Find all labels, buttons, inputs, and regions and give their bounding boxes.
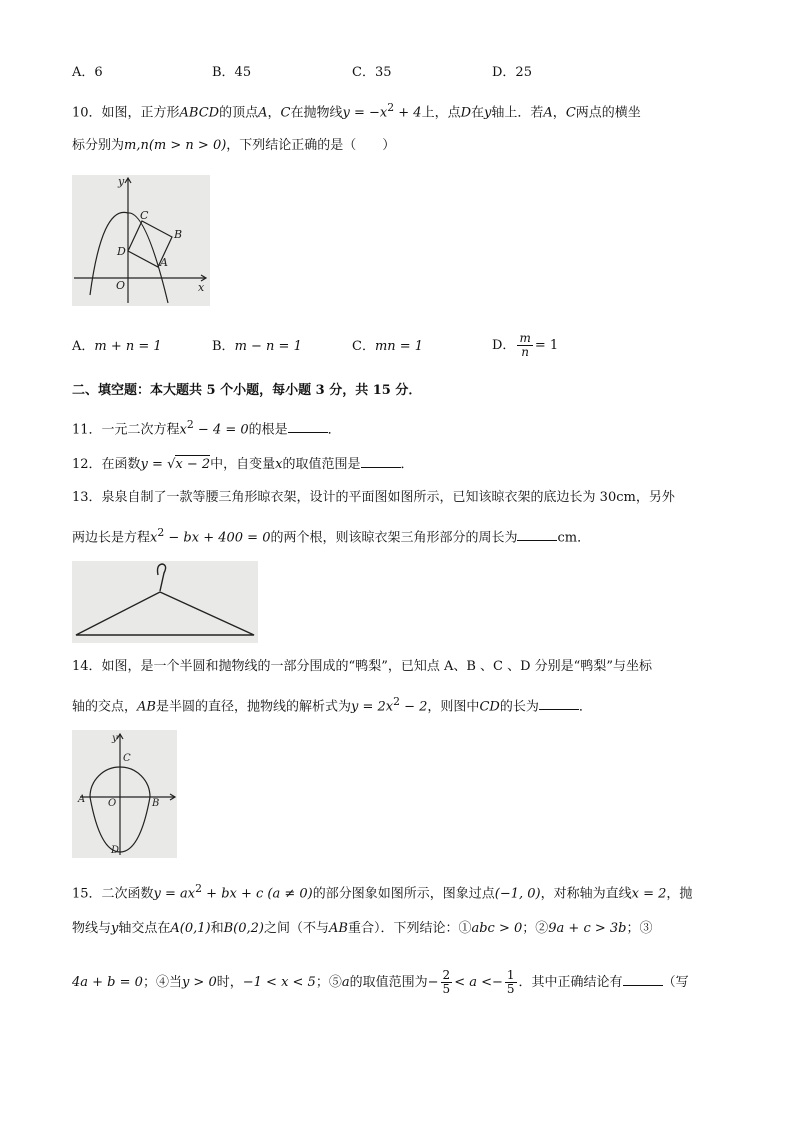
q10-option-c: C．mn = 1	[352, 339, 424, 354]
q15-line-2: 物线与y轴交点在A(0,1)和B(0,2)之间（不与AB重合）．下列结论：①abc > 0；②9a + c > 3b；③	[72, 921, 653, 936]
fig10-label-x: x	[198, 281, 205, 294]
q13-answer-blank[interactable]	[517, 528, 557, 541]
q13-line-1: 13．泉泉自制了一款等腰三角形晾衣架，设计的平面图如图所示，已知该晾衣架的底边长为 30cm，另外	[72, 490, 675, 505]
q14-pear-svg	[72, 730, 177, 858]
q10-option-b: B．m − n = 1	[212, 339, 302, 354]
fig14-label-y: y	[112, 733, 118, 744]
fig10-label-o: O	[116, 279, 126, 292]
q13-figure	[72, 561, 258, 643]
fig10-label-c: C	[140, 209, 149, 222]
fig10-label-a: A	[160, 256, 168, 269]
q12-answer-blank[interactable]	[361, 455, 401, 468]
hanger-hook	[158, 564, 166, 591]
q10-line-2: 标分别为m,n(m > n > 0)，下列结论正确的是（ ）	[72, 138, 396, 153]
fig10-label-d: D	[117, 245, 126, 258]
q15-line-3: 4a + b = 0；④当y > 0时，−1 < x < 5；⑤a的取值范围为− $\frac{2}{5}$ < a <− $\frac{1}{5}$ ．其中正确结论有 （写	[72, 968, 689, 996]
q9-option-c: C．35	[352, 65, 392, 80]
q12-line: 12．在函数y = √x − 2中，自变量x的取值范围是 ．	[72, 457, 414, 472]
q14-line-2: 轴的交点，AB是半圆的直径，抛物线的解析式为$y = 2x^2 - 2$，则图中CD的长为 ．	[72, 695, 592, 715]
q9-option-d: D．25	[492, 65, 532, 80]
q15-fraction-upper: $\frac{1}{5}$	[506, 968, 515, 996]
q9-option-b: B．45	[212, 65, 252, 80]
q10-figure-svg	[72, 175, 210, 306]
q10-option-a: A．m + n = 1	[72, 339, 162, 354]
fig14-label-o: O	[108, 798, 117, 809]
section-2-heading: 二、填空题：本大题共 5 个小题，每小题 3 分，共 15 分．	[72, 383, 422, 398]
q11-answer-blank[interactable]	[288, 420, 328, 433]
hanger-triangle	[76, 592, 254, 635]
q15-fraction-lower: $\frac{2}{5}$	[442, 968, 451, 996]
fig14-label-a: A	[78, 794, 86, 805]
q15-line-1: 15．二次函数$y = ax^2$ + bx + c (a ≠ 0)的部分图象如图所示，图象过点(−1, 0)，对称轴为直线x = 2，抛	[72, 882, 693, 902]
q14-answer-blank[interactable]	[539, 697, 579, 710]
q10-option-d: D． $\frac{m}{n}$ = 1	[492, 331, 559, 359]
q15-answer-blank[interactable]	[623, 973, 663, 986]
fig14-label-d: D	[111, 845, 120, 856]
q14-figure	[72, 730, 177, 858]
q10-figure	[72, 175, 210, 306]
q10-option-d-fraction: $\frac{m}{n}$	[519, 331, 531, 359]
fig10-label-y: y	[118, 175, 125, 188]
q14-line-1: 14．如图，是一个半圆和抛物线的一部分围成的“鸭梨”，已知点 A、B 、C 、D 分别是“鸭梨”与坐标	[72, 659, 652, 674]
q13-hanger-svg	[72, 561, 258, 643]
q9-option-a: A．6	[72, 65, 103, 80]
fig14-label-b: B	[152, 798, 160, 809]
fig14-label-c: C	[123, 753, 131, 764]
parabola-curve	[90, 212, 168, 303]
q13-line-2: 两边长是方程$x^2$ − bx + 400 = 0的两个根，则该晾衣架三角形部分的周长为 cm．	[72, 526, 591, 546]
fig10-label-b: B	[174, 228, 183, 241]
q11-line: 11．一元二次方程$x^2 - 4 = 0$的根是 ．	[72, 418, 341, 438]
q10-line-1: 10．如图，正方形ABCD的顶点A，C在抛物线$y = -x^2 + 4$上，点D在y轴上．若A，C两点的横坐	[72, 101, 641, 121]
